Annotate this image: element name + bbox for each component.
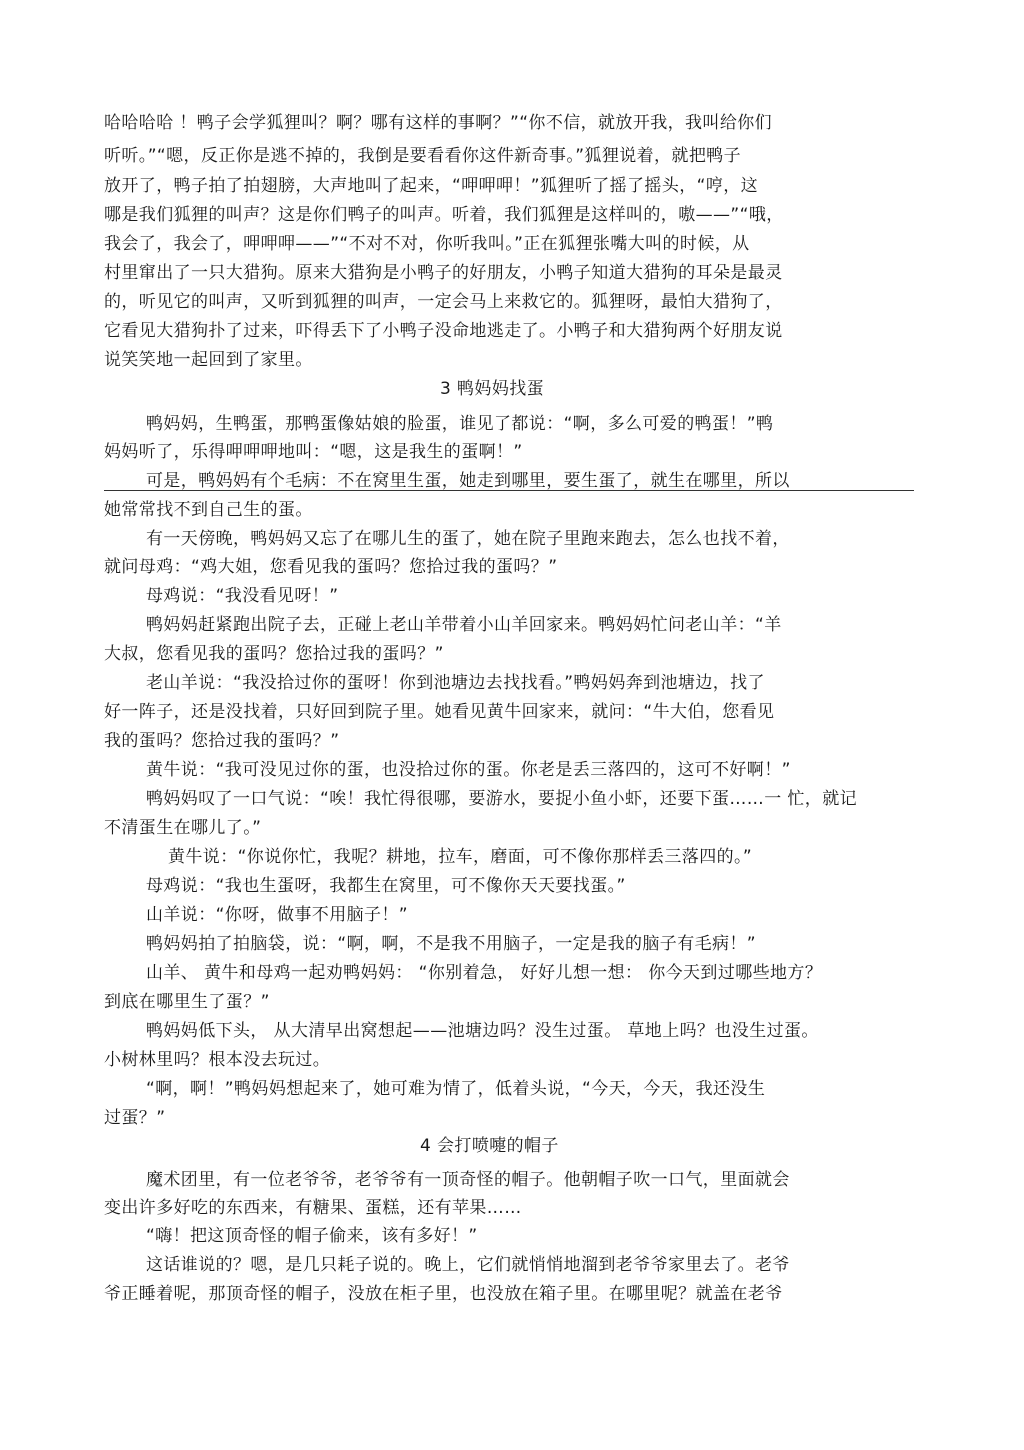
text-line: 山羊说：“你呀，做事不用脑子！” xyxy=(146,905,409,925)
text-line: 听听。”“嗯，反正你是逃不掉的，我倒是要看看你这件新奇事。”狐狸说着，就把鸭子 xyxy=(104,146,742,166)
text-line: 母鸡说：“我没看见呀！” xyxy=(146,586,339,606)
text-line: 妈妈听了，乐得呷呷呷地叫：“嗯，这是我生的蛋啊！” xyxy=(104,442,523,462)
text-line: 变出许多好吃的东西来，有糖果、蛋糕，还有苹果…… xyxy=(104,1198,522,1218)
text-line: 这话谁说的？嗯，是几只耗子说的。晚上，它们就悄悄地溜到老爷爷家里去了。老爷 xyxy=(146,1255,790,1275)
text-line: 母鸡说：“我也生蛋呀，我都生在窝里，可不像你天天要找蛋。” xyxy=(146,876,626,896)
text-line: 说笑笑地一起回到了家里。 xyxy=(104,350,313,370)
text-line: 哪是我们狐狸的叫声？这是你们鸭子的叫声。听着，我们狐狸是这样叫的，嗷——”“哦， xyxy=(104,205,784,225)
text-line: 不清蛋生在哪儿了。” xyxy=(104,818,262,838)
text-line: 我会了，我会了，呷呷呷——”“不对不对，你听我叫。”正在狐狸张嘴大叫的时候，从 xyxy=(104,234,750,254)
text-line: 放开了，鸭子拍了拍翅膀，大声地叫了起来，“呷呷呷！”狐狸听了摇了摇头，“哼，这 xyxy=(104,176,759,196)
text-line: 就问母鸡：“鸡大姐，您看见我的蛋吗？您拾过我的蛋吗？” xyxy=(104,557,558,577)
text-line: 鸭妈妈赶紧跑出院子去，正碰上老山羊带着小山羊回家来。鸭妈妈忙问老山羊：“羊 xyxy=(146,615,782,635)
text-line: 村里窜出了一只大猎狗。原来大猎狗是小鸭子的好朋友，小鸭子知道大猎狗的耳朵是最灵 xyxy=(104,263,783,283)
text-line: 山羊、 黄牛和母鸡一起劝鸭妈妈： “你别着急， 好好儿想一想： 你今天到过哪些地方？ xyxy=(146,963,823,983)
text-line: 她常常找不到自己生的蛋。 xyxy=(104,500,313,520)
text-line: 鸭妈妈低下头， 从大清早出窝想起——池塘边吗？没生过蛋。 草地上吗？也没生过蛋。 xyxy=(146,1021,819,1041)
section-title: 4 会打喷嚏的帽子 xyxy=(420,1136,559,1156)
text-line: 的，听见它的叫声，又听到狐狸的叫声，一定会马上来救它的。狐狸呀，最怕大猎狗了， xyxy=(104,292,783,312)
text-line: 魔术团里，有一位老爷爷，老爷爷有一顶奇怪的帽子。他朝帽子吹一口气，里面就会 xyxy=(146,1170,790,1190)
text-line: 过蛋？” xyxy=(104,1108,166,1128)
text-line: 可是，鸭妈妈有个毛病：不在窝里生蛋，她走到哪里，要生蛋了，就生在哪里，所以 xyxy=(146,471,790,491)
text-line: 它看见大猎狗扑了过来，吓得丢下了小鸭子没命地逃走了。小鸭子和大猎狗两个好朋友说 xyxy=(104,321,783,341)
text-line: 爷正睡着呢，那顶奇怪的帽子，没放在柜子里，也没放在箱子里。在哪里呢？就盖在老爷 xyxy=(104,1284,783,1304)
horizontal-rule xyxy=(104,490,914,491)
text-line: 到底在哪里生了蛋？” xyxy=(104,992,270,1012)
text-line: 鸭妈妈，生鸭蛋，那鸭蛋像姑娘的脸蛋，谁见了都说：“啊，多么可爱的鸭蛋！”鸭 xyxy=(146,414,774,434)
text-line: “嗨！把这顶奇怪的帽子偷来，该有多好！” xyxy=(146,1226,478,1246)
text-line: 哈哈哈哈 ！鸭子会学狐狸叫？啊？哪有这样的事啊？”“你不信，就放开我，我叫给你们 xyxy=(104,113,773,133)
text-line: 好一阵子，还是没找着，只好回到院子里。她看见黄牛回家来，就问：“牛大伯，您看见 xyxy=(104,702,775,722)
text-line: 老山羊说：“我没拾过你的蛋呀！你到池塘边去找找看。”鸭妈妈奔到池塘边，找了 xyxy=(146,673,765,693)
section-title: 3 鸭妈妈找蛋 xyxy=(440,379,545,399)
text-line: 黄牛说：“我可没见过你的蛋，也没拾过你的蛋。你老是丢三落四的，这可不好啊！” xyxy=(146,760,791,780)
text-line: 鸭妈妈叹了一口气说：“唉！我忙得很哪，要游水，要捉小鱼小虾，还要下蛋……一 忙，就记 xyxy=(146,789,858,809)
text-line: 小树林里吗？根本没去玩过。 xyxy=(104,1050,331,1070)
text-line: 我的蛋吗？您拾过我的蛋吗？” xyxy=(104,731,340,751)
text-line: 鸭妈妈拍了拍脑袋，说：“啊，啊，不是我不用脑子，一定是我的脑子有毛病！” xyxy=(146,934,757,954)
text-line: 黄牛说：“你说你忙，我呢？耕地，拉车，磨面，可不像你那样丢三落四的。” xyxy=(168,847,753,867)
text-line: “啊，啊！”鸭妈妈想起来了，她可难为情了，低着头说，“今天，今天，我还没生 xyxy=(146,1079,766,1099)
text-line: 大叔，您看见我的蛋吗？您拾过我的蛋吗？” xyxy=(104,644,444,664)
text-line: 有一天傍晚，鸭妈妈又忘了在哪儿生的蛋了，她在院子里跑来跑去，怎么也找不着， xyxy=(146,529,790,549)
